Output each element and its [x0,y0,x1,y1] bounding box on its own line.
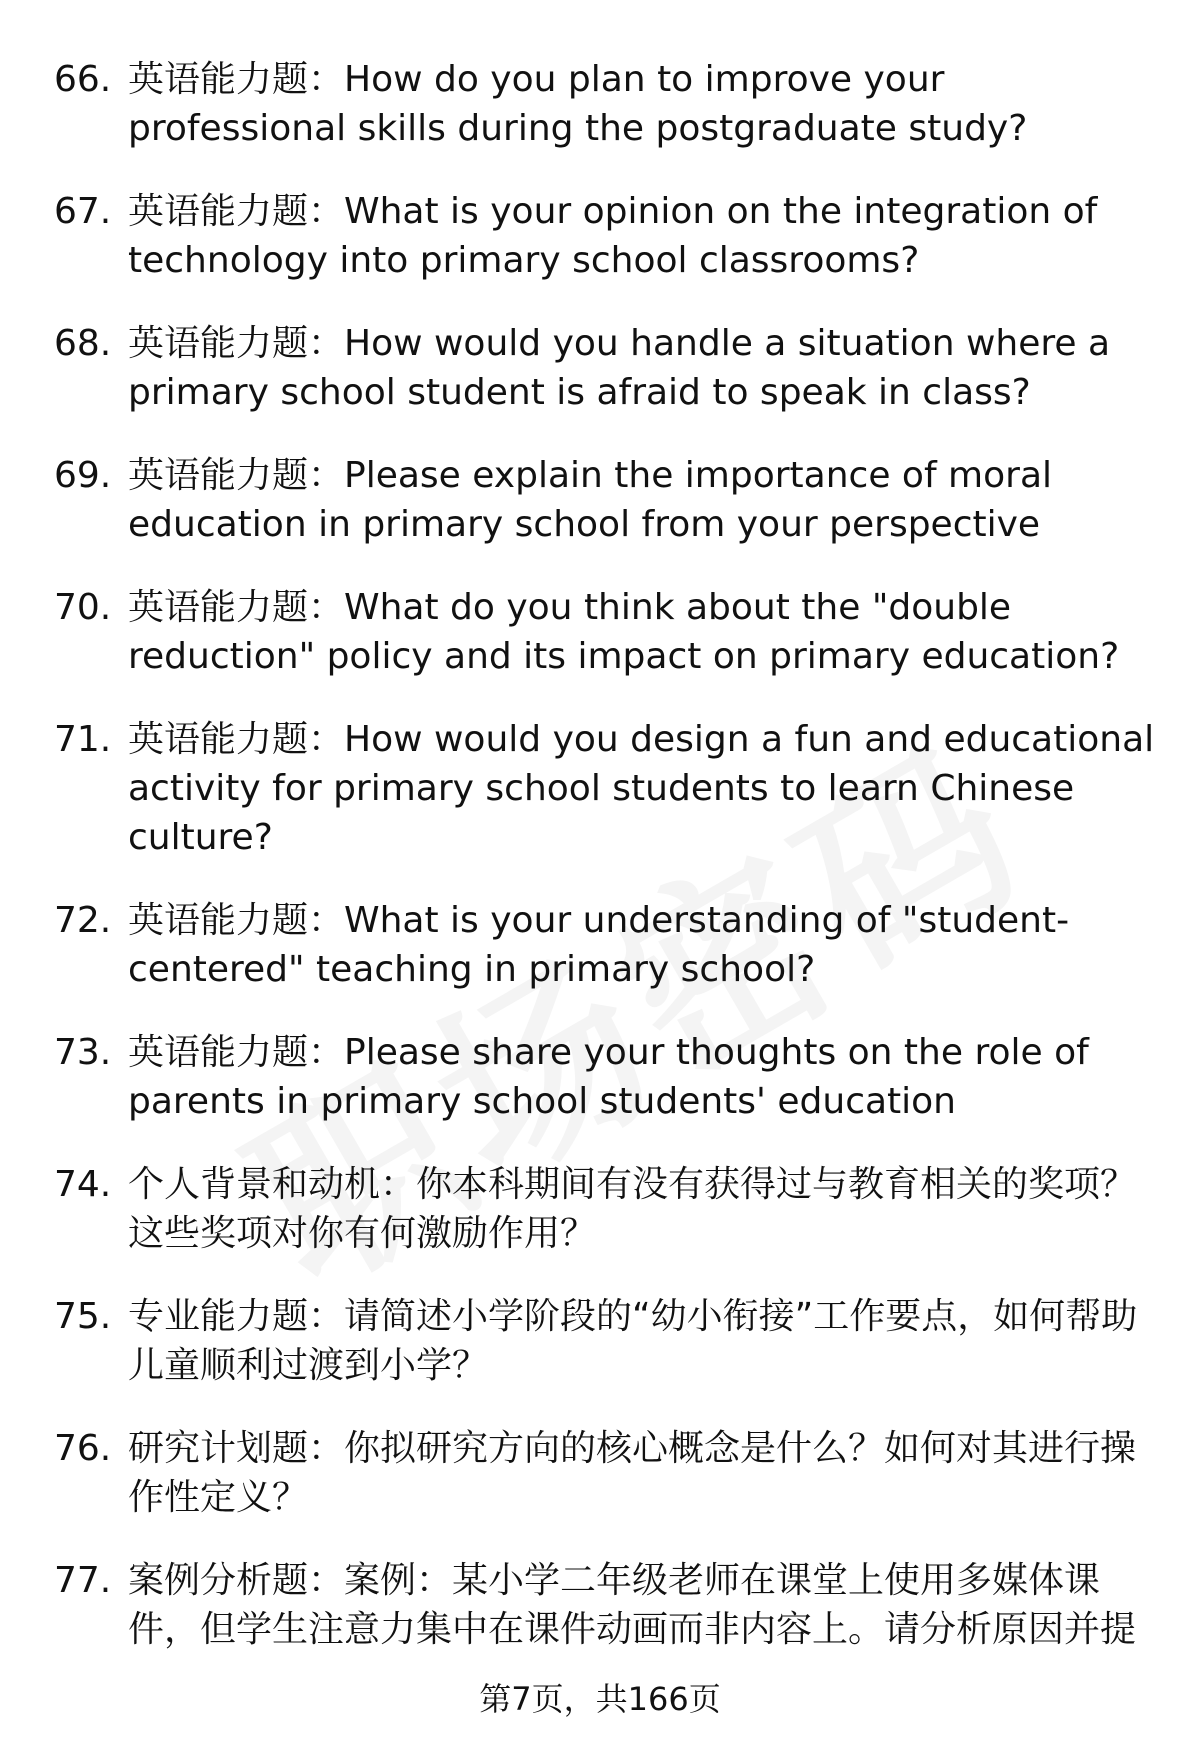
question-number: 68. [54,323,112,364]
question-item [0,896,1200,994]
question-number: 70. [54,587,112,628]
question-item [0,1292,1200,1390]
question-text: 英语能力题：What is your understanding of "student-centered" teaching in primary school? [128,900,1070,990]
question-text: 专业能力题：请简述小学阶段的“幼小衔接”工作要点，如何帮助儿童顺利过渡到小学？ [128,1296,1138,1386]
question-item [0,451,1200,549]
question-number: 77. [54,1560,112,1601]
question-item [0,1028,1200,1126]
question-item [0,187,1200,285]
question-item [0,55,1200,153]
question-number: 75. [54,1296,112,1337]
question-item [0,1424,1200,1522]
question-text: 案例分析题：案例：某小学二年级老师在课堂上使用多媒体课件，但学生注意力集中在课件动画而非内容上。请分析原因并提 [128,1560,1137,1650]
question-list [0,55,1200,1688]
question-item [0,715,1200,862]
question-text: 英语能力题：What is your opinion on the integration of technology into primary school classrooms? [128,191,1098,281]
question-text: 英语能力题：Please explain the importance of moral education in primary school from your perspective [128,455,1053,545]
question-text: 个人背景和动机：你本科期间有没有获得过与教育相关的奖项？这些奖项对你有何激励作用？ [128,1164,1137,1254]
question-text: 英语能力题：What do you think about the "double reduction" policy and its impact on primary education? [128,587,1120,677]
question-number: 71. [54,719,112,760]
page-footer: 第7页，共166页 [479,1680,721,1718]
question-number: 67. [54,191,112,232]
question-number: 72. [54,900,112,941]
question-text: 英语能力题：How would you design a fun and educational activity for primary school students to learn Chinese culture? [128,719,1155,858]
question-number: 76. [54,1428,112,1469]
question-item [0,583,1200,681]
question-text: 研究计划题：你拟研究方向的核心概念是什么？如何对其进行操作性定义？ [128,1428,1137,1518]
question-text: 英语能力题：Please share your thoughts on the role of parents in primary school students' education [128,1032,1089,1122]
question-number: 73. [54,1032,112,1073]
question-item [0,1556,1200,1654]
question-text: 英语能力题：How do you plan to improve your professional skills during the postgraduate study? [128,59,1028,149]
question-item [0,1160,1200,1258]
question-item [0,319,1200,417]
question-number: 69. [54,455,112,496]
question-number: 74. [54,1164,112,1205]
question-number: 66. [54,59,112,100]
question-text: 英语能力题：How would you handle a situation where a primary school student is afraid to speak in class? [128,323,1111,413]
